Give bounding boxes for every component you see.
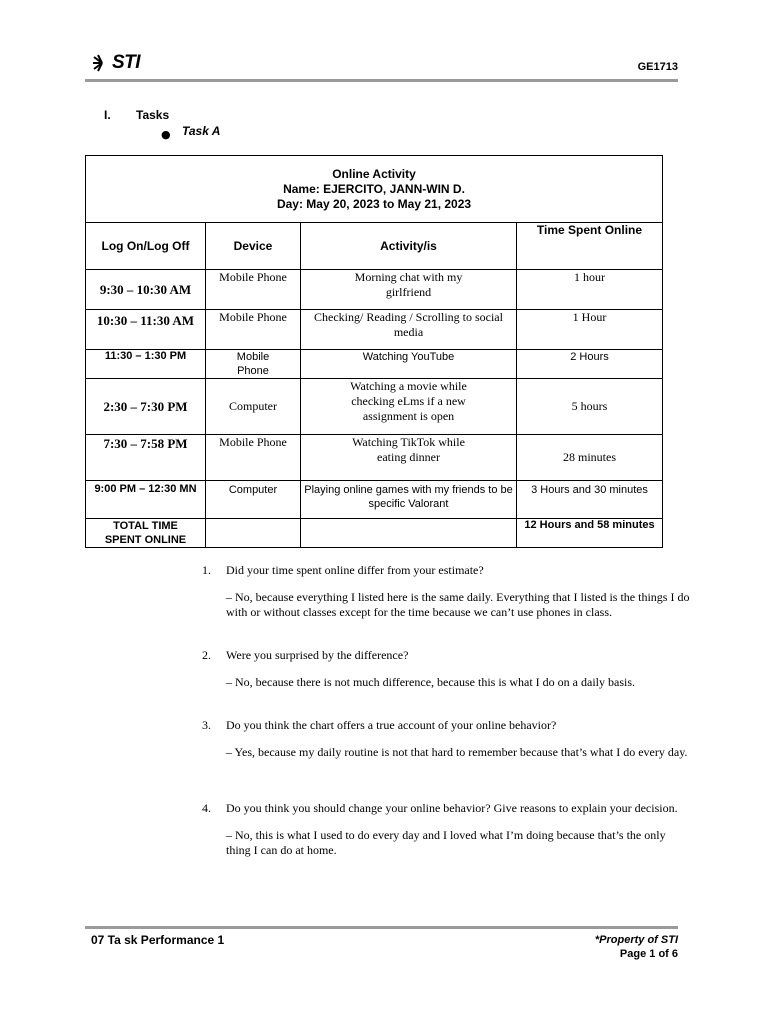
table-row: [86, 270, 663, 310]
table-row: [86, 435, 663, 481]
row-time: 11:30 – 1:30 PM: [86, 350, 206, 379]
footer-rule: [85, 926, 678, 929]
table-row: [86, 481, 663, 519]
col-header-time-spent: Time Spent Online: [517, 223, 663, 270]
row-time-spent: 1 hour: [517, 270, 663, 310]
col-header-logon: Log On/Log Off: [86, 223, 206, 270]
footer-right: [595, 933, 678, 961]
row-device: Mobile Phone: [206, 350, 301, 379]
section-number: I.: [104, 108, 111, 122]
question-number: 1.: [202, 563, 211, 577]
document-code: GE1713: [637, 61, 678, 73]
table-row: [86, 310, 663, 350]
sti-logo: [92, 52, 140, 74]
question-answer: – No, because everything I listed here is the same daily. Everything that I listed is the things I do with or without classes except for the time because we can’t use phones in class.: [226, 590, 690, 619]
question-number: 2.: [202, 648, 211, 662]
row-activity: Watching TikTok while eating dinner: [301, 435, 517, 481]
date-range: Day: May 20, 2023 to May 21, 2023: [276, 196, 472, 211]
row-activity: Morning chat with my girlfriend: [301, 270, 517, 310]
row-device: Mobile Phone: [206, 270, 301, 310]
row-time-spent: 3 Hours and 30 minutes: [517, 481, 663, 519]
row-time: 2:30 – 7:30 PM: [86, 379, 206, 435]
row-time-spent: 28 minutes: [517, 435, 663, 481]
total-value: 12 Hours and 58 minutes: [517, 519, 663, 548]
logo-text: STI: [112, 52, 141, 73]
page-number: Page 1 of 6: [619, 948, 678, 960]
row-time-spent: 2 Hours: [517, 350, 663, 379]
col-header-device: Device: [206, 223, 301, 270]
row-activity: Watching YouTube: [301, 350, 517, 379]
question-text: Were you surprised by the difference?: [226, 648, 409, 662]
question-number: 4.: [202, 801, 211, 815]
table-row: [86, 379, 663, 435]
row-time-spent: 1 Hour: [517, 310, 663, 350]
question-answer: – No, because there is not much difference, because this is what I do on a daily basis.: [226, 675, 635, 689]
question-text: Do you think you should change your online behavior? Give reasons to explain your decision.: [226, 801, 678, 815]
total-empty-cell: [206, 519, 301, 548]
sti-logo-mark: [92, 53, 112, 73]
bullet-icon: ●: [161, 128, 171, 141]
property-notice: *Property of STI: [594, 934, 678, 946]
row-time: 10:30 – 11:30 AM: [86, 310, 206, 350]
total-empty-cell: [301, 519, 517, 548]
question-item: [202, 563, 692, 620]
table-title: Online Activity: [332, 166, 416, 181]
online-activity-table: [85, 155, 663, 548]
question-item: [202, 801, 692, 858]
row-time: 7:30 – 7:58 PM: [86, 435, 206, 481]
question-item: [202, 648, 692, 690]
table-row: [86, 350, 663, 379]
row-device: Computer: [206, 379, 301, 435]
total-label: TOTAL TIME SPENT ONLINE: [86, 519, 206, 548]
row-device: Mobile Phone: [206, 310, 301, 350]
col-header-activity: Activity/is: [301, 223, 517, 270]
footer-document-label: 07 Ta sk Performance 1: [91, 933, 225, 947]
table-total-row: [86, 519, 663, 548]
row-device: Mobile Phone: [206, 435, 301, 481]
table-title-row: [86, 156, 663, 223]
row-time-spent: 5 hours: [517, 379, 663, 435]
header-rule: [85, 79, 678, 82]
student-name: Name: EJERCITO, JANN-WIN D.: [283, 181, 465, 196]
question-text: Did your time spent online differ from your estimate?: [226, 563, 484, 577]
question-answer: – Yes, because my daily routine is not that hard to remember because that’s what I do every day.: [226, 745, 688, 759]
table-header-row: [86, 223, 663, 270]
row-time: 9:30 – 10:30 AM: [86, 270, 206, 310]
row-activity: Checking/ Reading / Scrolling to social media: [301, 310, 517, 350]
row-time: 9:00 PM – 12:30 MN: [86, 481, 206, 519]
question-item: [202, 718, 692, 760]
row-device: Computer: [206, 481, 301, 519]
section-title: Tasks: [136, 108, 170, 122]
row-activity: Watching a movie while checking eLms if a new assignment is open: [301, 379, 517, 435]
row-activity: Playing online games with my friends to be specific Valorant: [301, 481, 517, 519]
question-answer: – No, this is what I used to do every day and I loved what I’m doing because that’s the only thing I can do at home.: [226, 828, 666, 857]
question-text: Do you think the chart offers a true account of your online behavior?: [226, 718, 557, 732]
table-title-cell: [86, 156, 663, 223]
question-number: 3.: [202, 718, 211, 732]
task-label: Task A: [182, 124, 221, 138]
